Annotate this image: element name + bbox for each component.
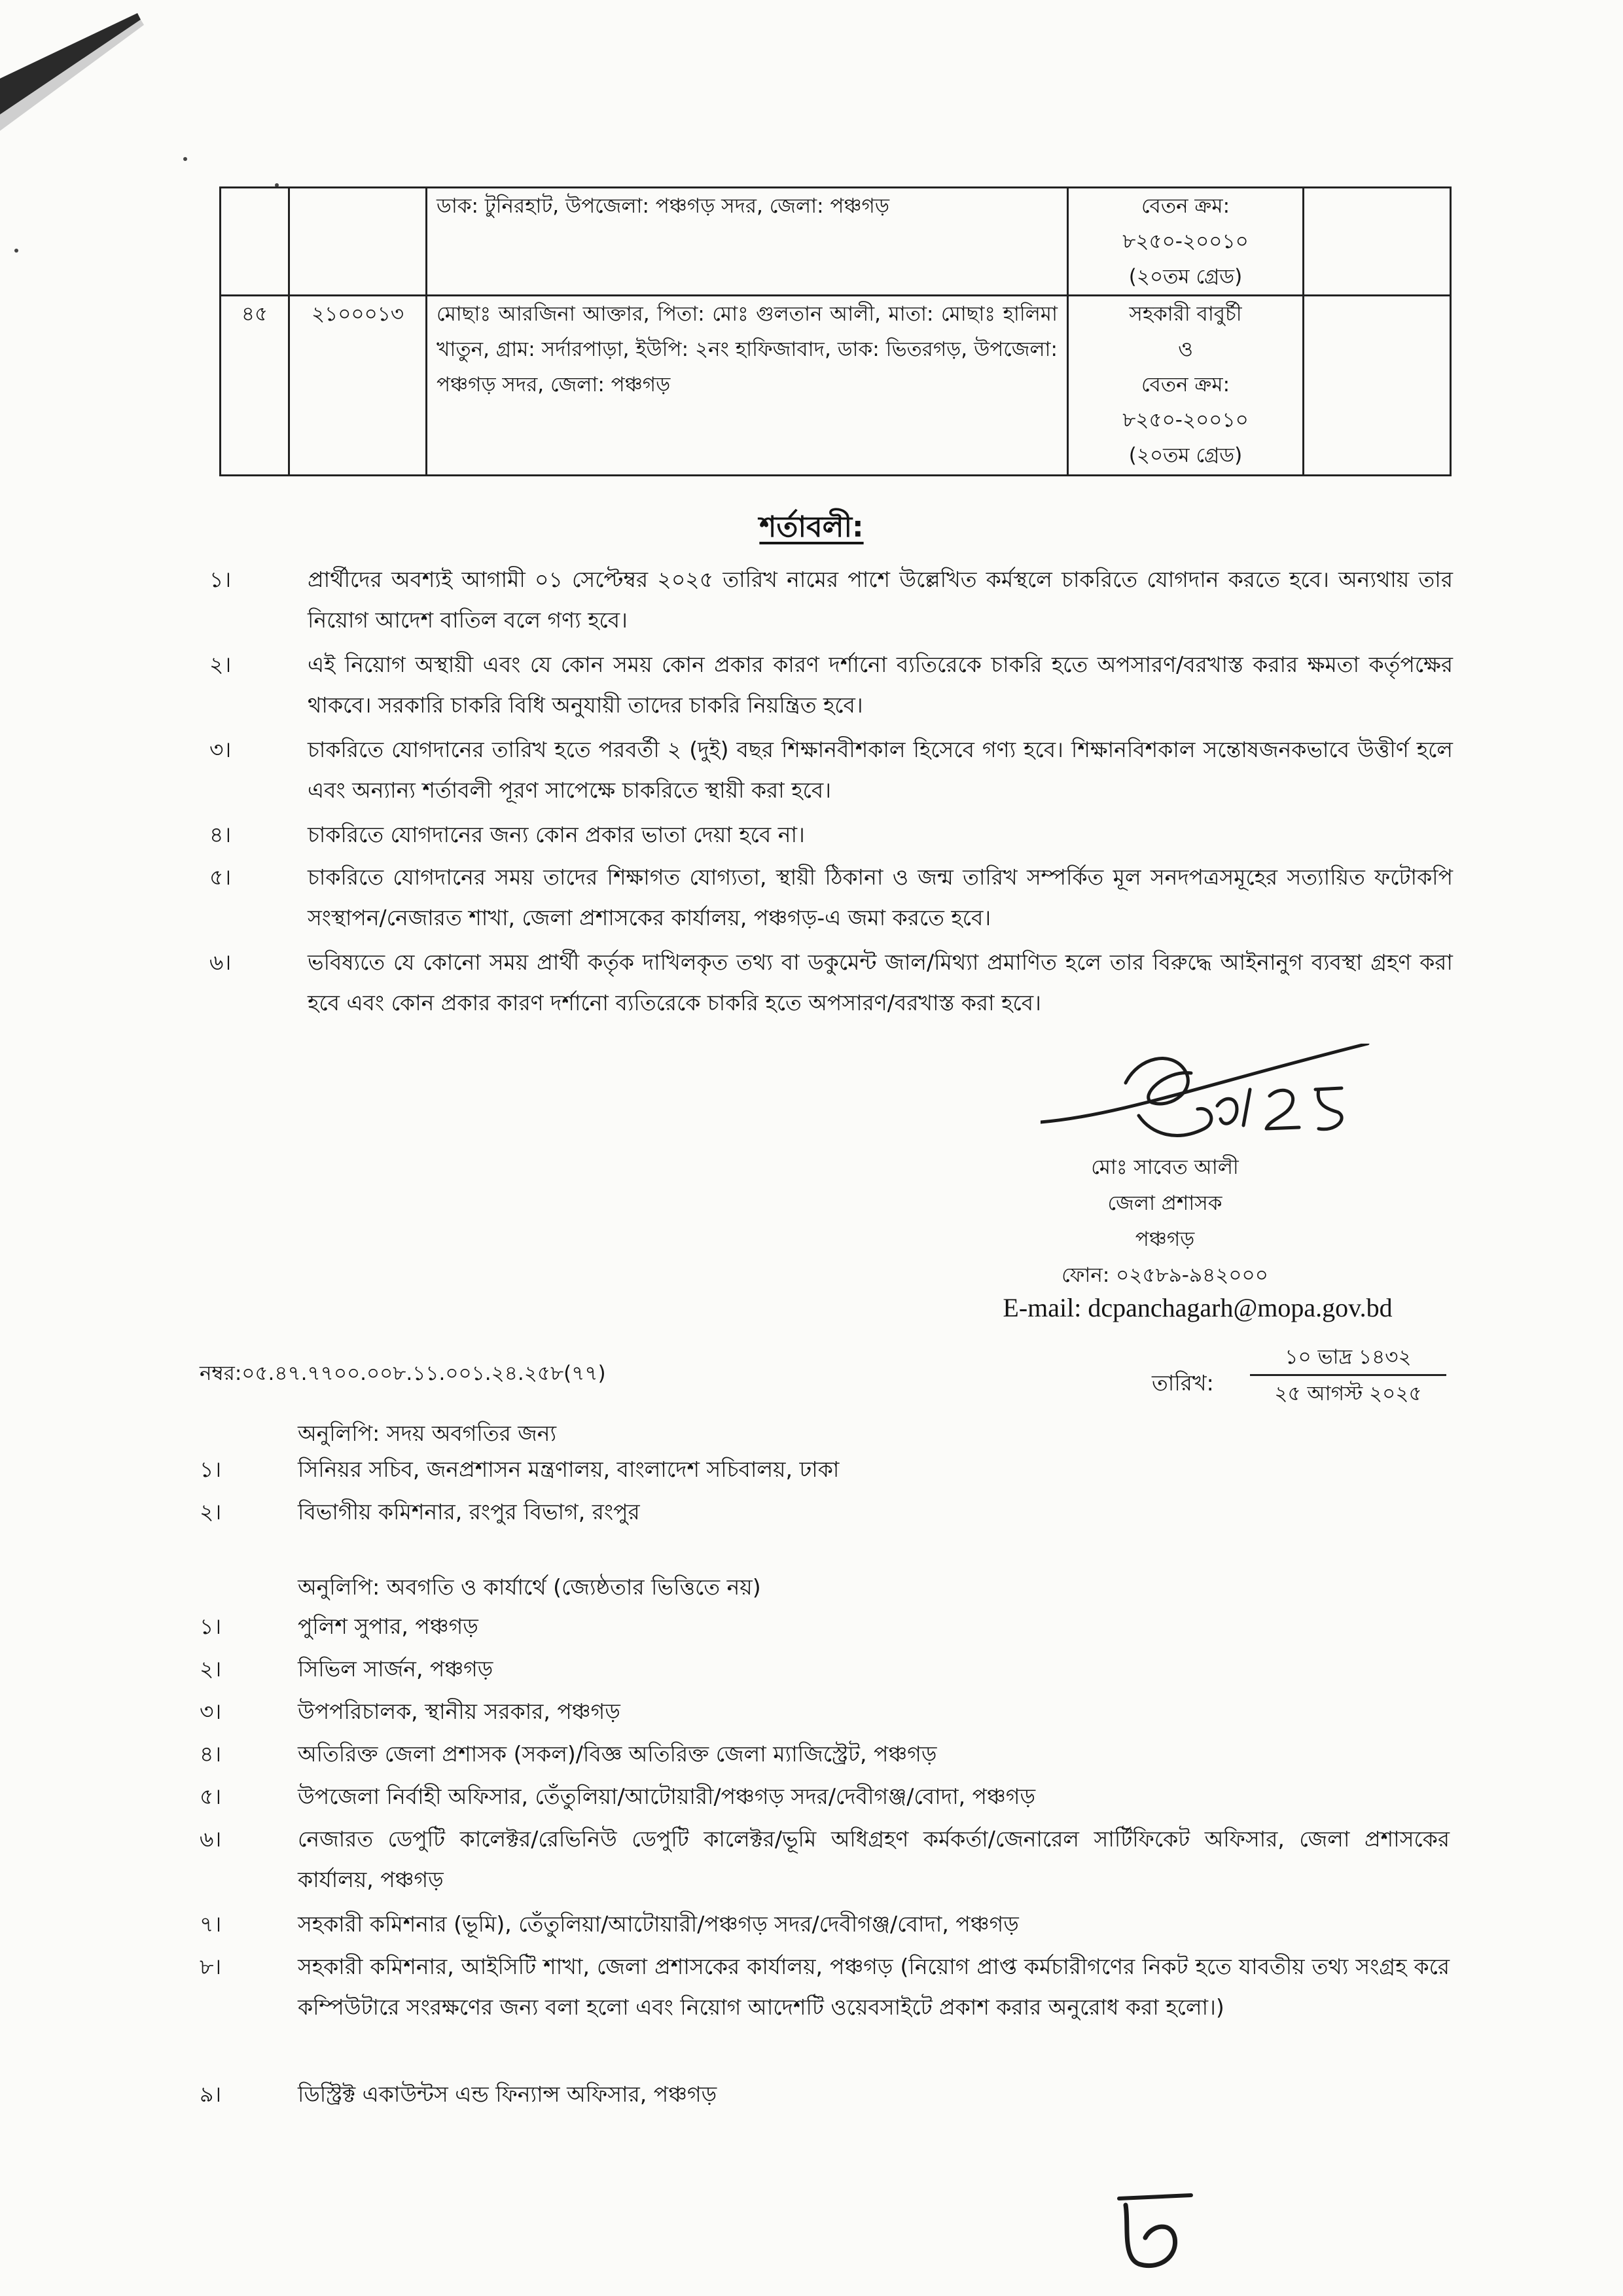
signer-email: E-mail: dcpanchagarh@mopa.gov.bd: [1003, 1293, 1393, 1322]
serial-cell: [221, 188, 289, 296]
post-line: বেতন ক্রম:: [1141, 373, 1230, 397]
date-english: ২৫ আগস্ট ২০২৫: [1274, 1382, 1422, 1405]
signer-phone: ফোন: ০২৫৮৯-৯৪২০০০: [1061, 1263, 1268, 1287]
copy-text: ডিস্ট্রিক্ট একাউন্টস এন্ড ফিন্যান্স অফিসার, পঞ্চগড়: [298, 2081, 717, 2107]
post-line: বেতন ক্রম:: [1141, 194, 1230, 218]
copy-number: ১।: [200, 1457, 222, 1482]
copy-text: নেজারত ডেপুটি কালেক্টর/রেভিনিউ ডেপুটি কালেক্টর/ভূমি অধিগ্রহণ কর্মকর্তা/জেনারেল সার্টিফিকেট অফিসার, জেলা প্রশাসকের কার্যালয়, পঞ্চগড়: [298, 1826, 1450, 1892]
post-line: সহকারী বাবুর্চী: [1129, 302, 1242, 326]
memo-date: [1152, 1340, 1446, 1419]
copy-number: ১।: [200, 1614, 222, 1639]
copy-number: ২।: [200, 1656, 222, 1682]
copy-text: বিভাগীয় কমিশনার, রংপুর বিভাগ, রংপুর: [298, 1499, 640, 1525]
copy-number: ৮।: [200, 1954, 222, 1979]
signer-name: মোঃ সাবেত আলী: [1091, 1156, 1239, 1179]
remarks-cell: [1304, 188, 1451, 296]
condition-number: ৬।: [209, 949, 232, 975]
condition-text: চাকরিতে যোগদানের তারিখ হতে পরবর্তী ২ (দুই) বছর শিক্ষানবীশকাল হিসেবে গণ্য হবে। শিক্ষানবিশকাল সন্তোষজনকভাবে উত্তীর্ণ হলে এবং অন্যান্য শর্তাবলী পূরণ সাপেক্ষে চাকরিতে স্থায়ী করা হবে।: [308, 737, 1453, 803]
condition-number: ৪।: [209, 822, 232, 847]
post-line: ৮২৫০-২০০১০: [1122, 408, 1249, 432]
roll-cell: ২১০০০১৩: [289, 296, 427, 476]
roll-cell: [289, 188, 427, 296]
copy-text: সহকারী কমিশনার, আইসিটি শাখা, জেলা প্রশাসকের কার্যালয়, পঞ্চগড় (নিয়োগ প্রাপ্ত কর্মচারীগণের নিকট হতে যাবতীয় তথ্য সংগ্রহ করে কম্পিউটারে সংরক্ষণের জন্য বলা হলো এবং নিয়োগ আদেশটি ওয়েবসাইটে প্রকাশ করার অনুরোধ করা হলো।): [298, 1954, 1450, 2020]
copy-number: ৯।: [200, 2081, 222, 2107]
scan-speck: [183, 157, 187, 161]
copy-number: ৫।: [200, 1784, 222, 1809]
copy-text: উপপরিচালক, স্থানীয় সরকার, পঞ্চগড়: [298, 1699, 620, 1724]
copy-text: উপজেলা নির্বাহী অফিসার, তেঁতুলিয়া/আটোয়ারী/পঞ্চগড় সদর/দেবীগঞ্জ/বোদা, পঞ্চগড়: [298, 1784, 1036, 1809]
post-line: (২০তম গ্রেড): [1128, 265, 1243, 289]
condition-number: ২।: [209, 652, 232, 677]
date-label: তারিখ:: [1152, 1370, 1214, 1396]
copy-action-heading: অনুলিপি: অবগতি ও কার্যার্থে (জ্যেষ্ঠতার ভিত্তিতে নয়): [298, 1574, 761, 1600]
copy-text: সিনিয়র সচিব, জনপ্রশাসন মন্ত্রণালয়, বাংলাদেশ সচিবালয়, ঢাকা: [298, 1457, 840, 1482]
signer-office: পঞ্চগড়: [1135, 1227, 1195, 1251]
copy-text: সিভিল সার্জন, পঞ্চগড়: [298, 1656, 493, 1682]
candidate-details-cell: ডাক: টুনিরহাট, উপজেলা: পঞ্চগড় সদর, জেলা: পঞ্চগড়: [427, 188, 1068, 296]
condition-number: ৩।: [209, 737, 232, 762]
table-row: [221, 296, 1451, 476]
copy-number: ৪।: [200, 1741, 222, 1767]
candidate-details-cell: মোছাঃ আরজিনা আক্তার, পিতা: মোঃ গুলতান আলী, মাতা: মোছাঃ হালিমা খাতুন, গ্রাম: সর্দারপাড়া, ইউপি: ২নং হাফিজাবাদ, ডাক: ভিতরগড়, উপজেলা: পঞ্চগড় সদর, জেলা: পঞ্চগড়: [427, 296, 1068, 476]
copy-text: অতিরিক্ত জেলা প্রশাসক (সকল)/বিজ্ঞ অতিরিক্ত জেলা ম্যাজিস্ট্রেট, পঞ্চগড়: [298, 1741, 937, 1767]
post-line: ৮২৫০-২০০১০: [1122, 230, 1249, 253]
copy-number: ৩।: [200, 1699, 222, 1724]
date-bangla: ১০ ভাদ্র ১৪৩২: [1250, 1340, 1446, 1376]
appointment-table: [219, 186, 1452, 476]
copy-info-heading: অনুলিপি: সদয় অবগতির জন্য: [298, 1421, 557, 1446]
post-cell: [1068, 296, 1304, 476]
memo-number: নম্বর:০৫.৪৭.৭৭০০.০০৮.১১.০০১.২৪.২৫৮(৭৭): [200, 1362, 606, 1385]
copy-text: সহকারী কমিশনার (ভূমি), তেঁতুলিয়া/আটোয়ারী/পঞ্চগড় সদর/দেবীগঞ্জ/বোদা, পঞ্চগড়: [298, 1911, 1019, 1937]
post-line: (২০তম গ্রেড): [1128, 444, 1243, 467]
condition-text: চাকরিতে যোগদানের সময় তাদের শিক্ষাগত যোগ্যতা, স্থায়ী ঠিকানা ও জন্ম তারিখ সম্পর্কিত মূল সনদপত্রসমূহের সত্যায়িত ফটোকপি সংস্থাপন/নেজারত শাখা, জেলা প্রশাসকের কার্যালয়, পঞ্চগড়-এ জমা করতে হবে।: [308, 864, 1453, 930]
copy-number: ৭।: [200, 1911, 222, 1937]
table-row: [221, 188, 1451, 296]
copy-number: ২।: [200, 1499, 222, 1525]
page-number: [1113, 2185, 1204, 2277]
condition-number: ৫।: [209, 864, 232, 890]
condition-text: ভবিষ্যতে যে কোনো সময় প্রার্থী কর্তৃক দাখিলকৃত তথ্য বা ডকুমেন্ট জাল/মিথ্যা প্রমাণিত হলে তার বিরুদ্ধে আইনানুগ ব্যবস্থা গ্রহণ করা হবে এবং কোন প্রকার কারণ দর্শানো ব্যতিরেকে চাকরি হতে অপসারণ/বরখাস্ত করা হবে।: [308, 949, 1453, 1016]
copy-text: পুলিশ সুপার, পঞ্চগড়: [298, 1614, 478, 1639]
scan-speck: [14, 249, 18, 253]
page-fold-mark: [0, 0, 170, 144]
signature-mark: [1041, 1044, 1381, 1168]
condition-number: ১।: [209, 567, 232, 592]
post-line: ও: [1178, 338, 1193, 361]
signer-designation: জেলা প্রশাসক: [1107, 1192, 1222, 1215]
serial-cell: ৪৫: [221, 296, 289, 476]
remarks-cell: [1304, 296, 1451, 476]
date-fraction: [1250, 1340, 1446, 1412]
condition-text: প্রার্থীদের অবশ্যই আগামী ০১ সেপ্টেম্বর ২০২৫ তারিখ নামের পাশে উল্লেখিত কর্মস্থলে চাকরিতে যোগদান করতে হবে। অন্যথায় তার নিয়োগ আদেশ বাতিল বলে গণ্য হবে।: [308, 567, 1453, 633]
condition-text: চাকরিতে যোগদানের জন্য কোন প্রকার ভাতা দেয়া হবে না।: [308, 822, 805, 847]
copy-number: ৬।: [200, 1826, 222, 1852]
post-cell: [1068, 188, 1304, 296]
condition-text: এই নিয়োগ অস্থায়ী এবং যে কোন সময় কোন প্রকার কারণ দর্শানো ব্যতিরেকে চাকরি হতে অপসারণ/বরখাস্ত করার ক্ষমতা কর্তৃপক্ষের থাকবে। সরকারি চাকরি বিধি অনুযায়ী তাদের চাকরি নিয়ন্ত্রিত হবে।: [308, 652, 1453, 718]
conditions-heading: শর্তাবলী:: [759, 510, 864, 544]
